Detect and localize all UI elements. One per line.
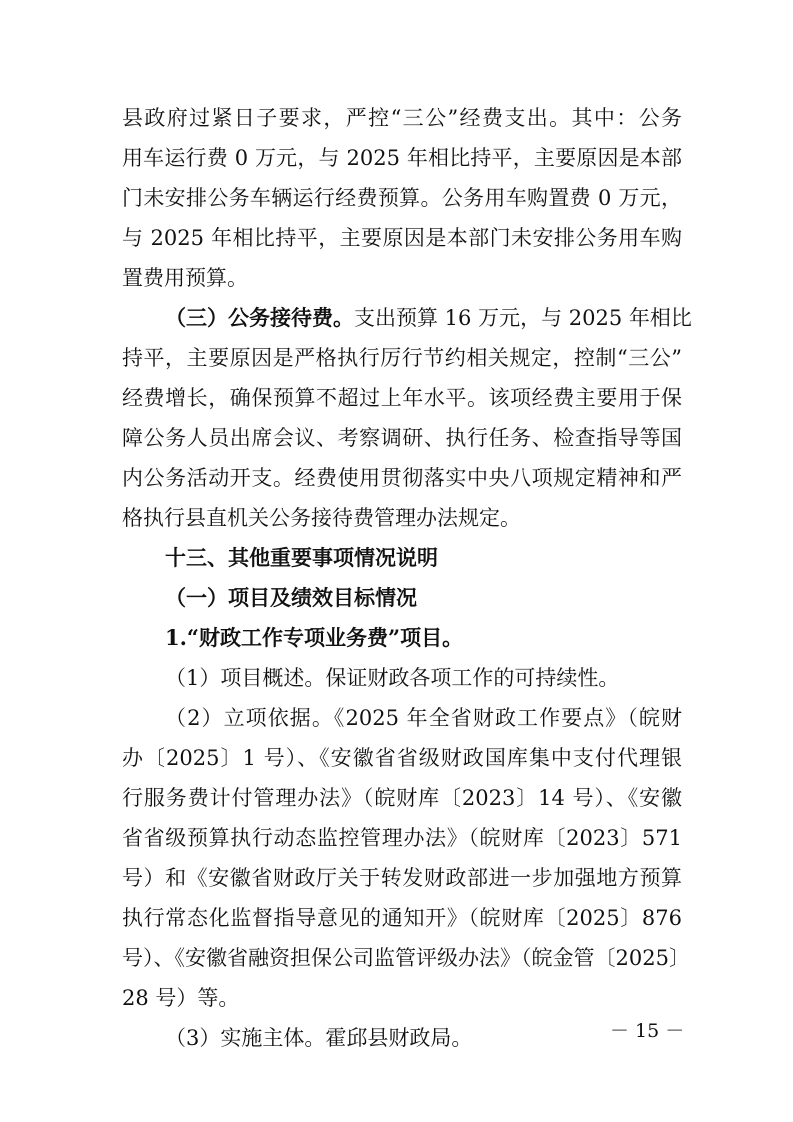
body-line: 内公务活动开支。经费使用贯彻落实中央八项规定精神和严: [122, 466, 682, 490]
body-line: 持平，主要原因是严格执行厉行节约相关规定，控制“三公”: [122, 346, 682, 370]
body-line: 号）和《安徽省财政厅关于转发财政部进一步加强地方预算: [122, 866, 682, 890]
body-line: 县政府过紧日子要求，严控“三公”经费支出。其中：公务: [122, 106, 682, 130]
body-line: 门未安排公务车辆运行经费预算。公务用车购置费 0 万元，: [122, 186, 682, 210]
body-line: 号）、《安徽省融资担保公司监管评级办法》（皖金管〔2025〕: [122, 946, 690, 970]
item-title: 1.“财政工作专项业务费”项目。: [165, 625, 464, 650]
body-line: 与 2025 年相比持平，主要原因是本部门未安排公务用车购: [122, 226, 682, 250]
body-line: 置费用预算。: [122, 266, 248, 290]
subsection-heading: （三）公务接待费。: [165, 305, 354, 330]
body-line: 省省级预算执行动态监控管理办法》（皖财库〔2023〕571: [122, 826, 682, 850]
body-line: 障公务人员出席会议、考察调研、执行任务、检查指导等国: [122, 426, 682, 450]
paragraph-first-line: [165, 304, 692, 332]
body-line: 28 号）等。: [122, 986, 240, 1010]
body-line: （1）项目概述。保证财政各项工作的可持续性。: [165, 666, 620, 690]
page-number: － 15 －: [610, 1020, 685, 1042]
body-line: （3）实施主体。霍邱县财政局。: [165, 1026, 473, 1050]
subsection-title: （一）项目及绩效目标情况: [165, 585, 417, 610]
body-line: 格执行县直机关公务接待费管理办法规定。: [122, 506, 521, 530]
section-title: 十三、其他重要事项情况说明: [165, 545, 438, 570]
body-line: 用车运行费 0 万元，与 2025 年相比持平，主要原因是本部: [122, 146, 682, 170]
body-line: 执行常态化监督指导意见的通知开》（皖财库〔2025〕876: [122, 906, 682, 930]
body-line: 行服务费计付管理办法》（皖财库〔2023〕14 号）、《安徽: [122, 786, 682, 810]
body-text: 支出预算 16 万元，与 2025 年相比: [354, 306, 692, 330]
body-line: （2）立项依据。《2025 年全省财政工作要点》（皖财: [165, 706, 682, 730]
body-line: 办〔2025〕1 号）、《安徽省省级财政国库集中支付代理银: [122, 746, 682, 770]
body-line: 经费增长，确保预算不超过上年水平。该项经费主要用于保: [122, 386, 682, 410]
